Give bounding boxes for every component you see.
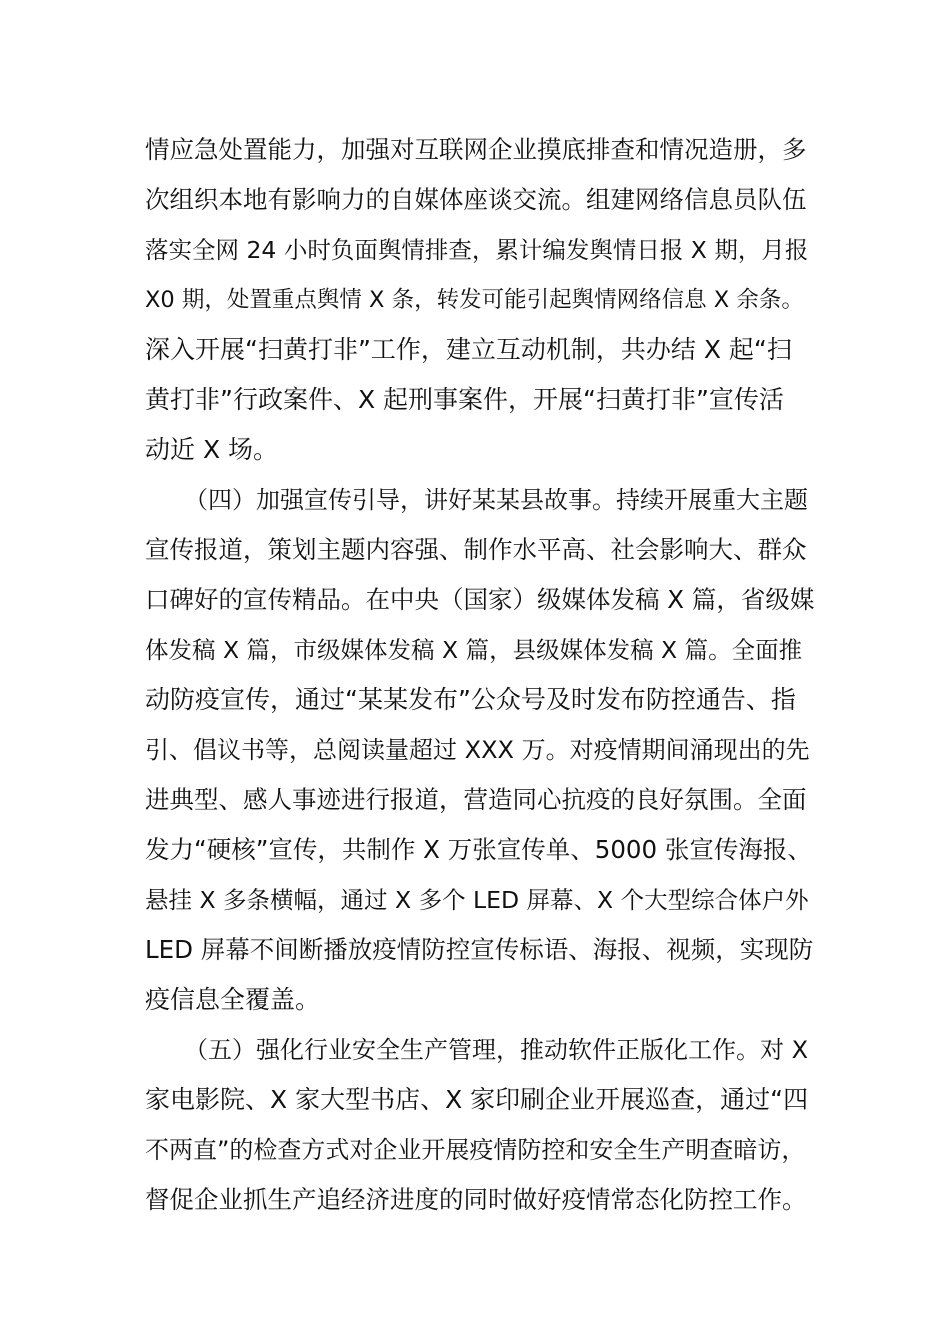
text-line-9: 宣传报道，策划主题内容强、制作水平高、社会影响大、群众 [145, 535, 807, 564]
text-line-14: 进典型、感人事迹进行报道，营造同心抗疫的良好氛围。全面 [145, 785, 807, 814]
text-line-11: 体发稿 X 篇，市级媒体发稿 X 篇，县级媒体发稿 X 篇。全面推 [145, 636, 803, 664]
text-line-3: 落实全网 24 小时负面舆情排查，累计编发舆情日报 X 期，月报 [145, 236, 809, 264]
text-line-10: 口碑好的宣传精品。在中央（国家）级媒体发稿 X 篇，省级媒 [145, 585, 815, 614]
text-line-12: 动防疫宣传，通过“某某发布”公众号及时发布防控通告、指 [145, 685, 796, 714]
text-line-1: 情应急处置能力，加强对互联网企业摸底排查和情况造册，多 [145, 135, 807, 164]
text-line-17: LED 屏幕不间断播放疫情防控宣传标语、海报、视频，实现防 [145, 935, 814, 964]
text-line-15: 发力“硬核”宣传，共制作 X 万张宣传单、5000 张宣传海报、 [145, 835, 812, 864]
text-line-4: X0 期，处置重点舆情 X 条，转发可能引起舆情网络信息 X 余条。 [145, 287, 804, 313]
text-line-16: 悬挂 X 多条横幅，通过 X 多个 LED 屏幕、X 个大型综合体户外 [145, 886, 809, 914]
text-line-5: 深入开展“扫黄打非”工作，建立互动机制，共办结 X 起“扫 [145, 335, 792, 364]
section-four-heading-line: （四）加强宣传引导，讲好某某县故事。持续开展重大主题 [184, 486, 808, 514]
text-line-7: 动近 X 场。 [145, 435, 279, 464]
text-line-21: 不两直”的检查方式对企业开展疫情防控和安全生产明查暗访， [145, 1136, 806, 1164]
text-line-22: 督促企业抓生产追经济进度的同时做好疫情常态化防控工作。 [145, 1185, 807, 1214]
text-line-6: 黄打非”行政案件、X 起刑事案件，开展“扫黄打非”宣传活 [145, 385, 784, 414]
text-line-13: 引、倡议书等，总阅读量超过 XXX 万。对疫情期间涌现出的先 [145, 736, 810, 764]
text-line-20: 家电影院、X 家大型书店、X 家印刷企业开展巡查，通过“四 [145, 1085, 809, 1114]
section-five-heading-line: （五）强化行业安全生产管理，推动软件正版化工作。对 X [184, 1036, 809, 1064]
text-line-18: 疫信息全覆盖。 [145, 985, 321, 1014]
text-line-2: 次组织本地有影响力的自媒体座谈交流。组建网络信息员队伍 [145, 185, 807, 214]
